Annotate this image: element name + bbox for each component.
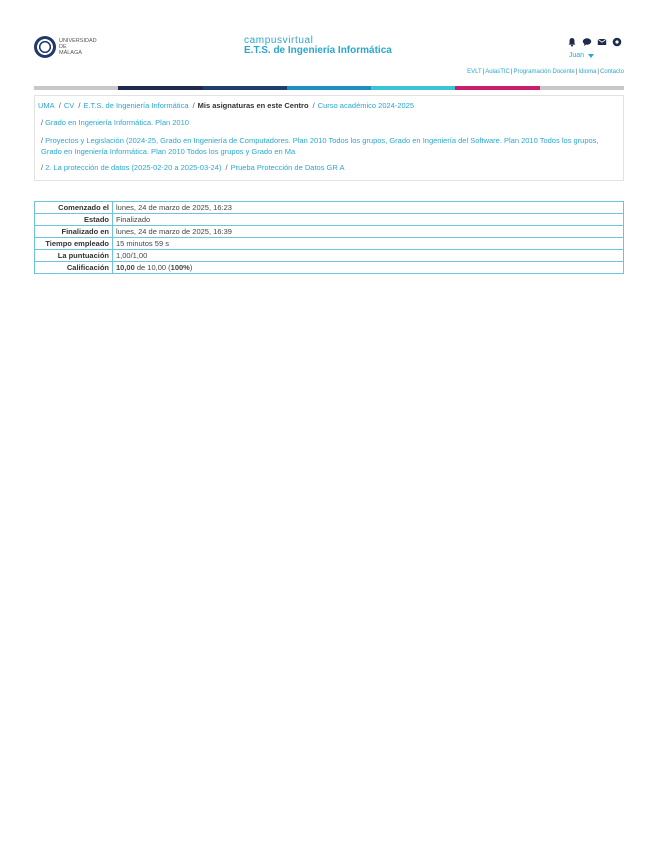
help-icon[interactable]: [612, 37, 622, 47]
row-label: Estado: [35, 214, 113, 226]
color-bar: [34, 86, 624, 90]
quiz-summary-table: [34, 201, 624, 274]
row-value: lunes, 24 de marzo de 2025, 16:39: [113, 226, 624, 238]
user-icons: [567, 37, 622, 47]
table-row: [35, 214, 624, 226]
color-segment: [540, 86, 624, 90]
chevron-down-icon: [588, 54, 594, 58]
grade-score: 10,00: [116, 263, 135, 272]
color-segment: [203, 86, 287, 90]
user-menu[interactable]: [569, 52, 594, 59]
row-label: Finalizado en: [35, 226, 113, 238]
chat-icon[interactable]: [582, 37, 592, 47]
university-logo[interactable]: [34, 36, 97, 58]
separator: |: [482, 69, 485, 75]
color-segment: [287, 86, 371, 90]
separator: /: [310, 101, 315, 110]
page-header: [34, 34, 624, 64]
row-label: Calificación: [35, 262, 113, 274]
grade-percent: 100%: [170, 263, 190, 272]
color-segment: [455, 86, 539, 90]
link-contacto[interactable]: Contacto: [599, 69, 624, 75]
table-row: [35, 262, 624, 274]
table-row: [35, 238, 624, 250]
row-value: lunes, 24 de marzo de 2025, 16:23: [113, 202, 624, 214]
envelope-icon[interactable]: [597, 37, 607, 47]
separator: /: [223, 163, 228, 172]
separator: |: [575, 69, 578, 75]
top-links: [467, 69, 624, 75]
separator: |: [597, 69, 599, 75]
brand-campusvirtual: campusvirtual: [244, 35, 314, 46]
grade-value: 10,00 de 10,00 (100%): [113, 262, 624, 274]
link-aulastic[interactable]: AulasTIC: [485, 69, 510, 75]
row-value: Finalizado: [113, 214, 624, 226]
breadcrumb-line: [41, 118, 189, 127]
separator: /: [41, 163, 44, 172]
table-row: [35, 250, 624, 262]
breadcrumb-curso[interactable]: Curso académico 2024-2025: [317, 101, 415, 110]
breadcrumb-quiz[interactable]: Prueba Protección de Datos GR A: [230, 163, 345, 172]
breadcrumb-mis-asignaturas: Mis asignaturas en este Centro: [197, 101, 309, 110]
link-programacion-docente[interactable]: Programación Docente: [513, 69, 575, 75]
bell-icon[interactable]: [567, 37, 577, 47]
link-evlt[interactable]: EVLT: [467, 69, 482, 75]
link-idioma[interactable]: Idioma: [578, 69, 597, 75]
color-segment: [371, 86, 455, 90]
row-label: La puntuación: [35, 250, 113, 262]
university-seal-icon: [34, 36, 56, 58]
separator: /: [41, 136, 44, 145]
breadcrumb-ets[interactable]: E.T.S. de Ingeniería Informática: [83, 101, 189, 110]
breadcrumb-line: [41, 135, 611, 157]
row-value: 15 minutos 59 s: [113, 238, 624, 250]
grade-max: de 10,00: [136, 263, 167, 272]
row-label: Comenzado el: [35, 202, 113, 214]
breadcrumb-cv[interactable]: CV: [63, 101, 75, 110]
breadcrumb-course[interactable]: Proyectos y Legislación (2024-25, Grado en Ingeniería de Computadores. Plan 2010 Todos los grupos, Grado en Ingeniería del Software. Plan 2010 Todos los grupos, Grado en Ingeniería Informática. Plan 2010 Todos los grupos y Grado en Ma: [41, 136, 599, 156]
row-label: Tiempo empleado: [35, 238, 113, 250]
breadcrumb-uma[interactable]: UMA: [38, 101, 55, 110]
separator: /: [190, 101, 195, 110]
user-name: Juan: [568, 52, 584, 59]
table-row: [35, 202, 624, 214]
site-brand[interactable]: [244, 36, 392, 56]
separator: /: [56, 101, 61, 110]
separator: /: [76, 101, 81, 110]
logo-text: UNIVERSIDAD DE MÁLAGA: [59, 38, 97, 56]
breadcrumb-line: [38, 101, 414, 110]
table-row: [35, 226, 624, 238]
brand-school-name: E.T.S. de Ingeniería Informática: [244, 45, 392, 56]
color-segment: [34, 86, 118, 90]
color-segment: [118, 86, 202, 90]
separator: /: [41, 118, 44, 127]
row-value: 1,00/1,00: [113, 250, 624, 262]
breadcrumb-line: [41, 163, 344, 172]
separator: |: [510, 69, 513, 75]
breadcrumb-section[interactable]: 2. La protección de datos (2025-02-20 a 2025-03-24): [45, 163, 222, 172]
breadcrumb-grado[interactable]: Grado en Ingeniería Informática. Plan 2010: [45, 118, 189, 127]
breadcrumb: [34, 95, 624, 181]
